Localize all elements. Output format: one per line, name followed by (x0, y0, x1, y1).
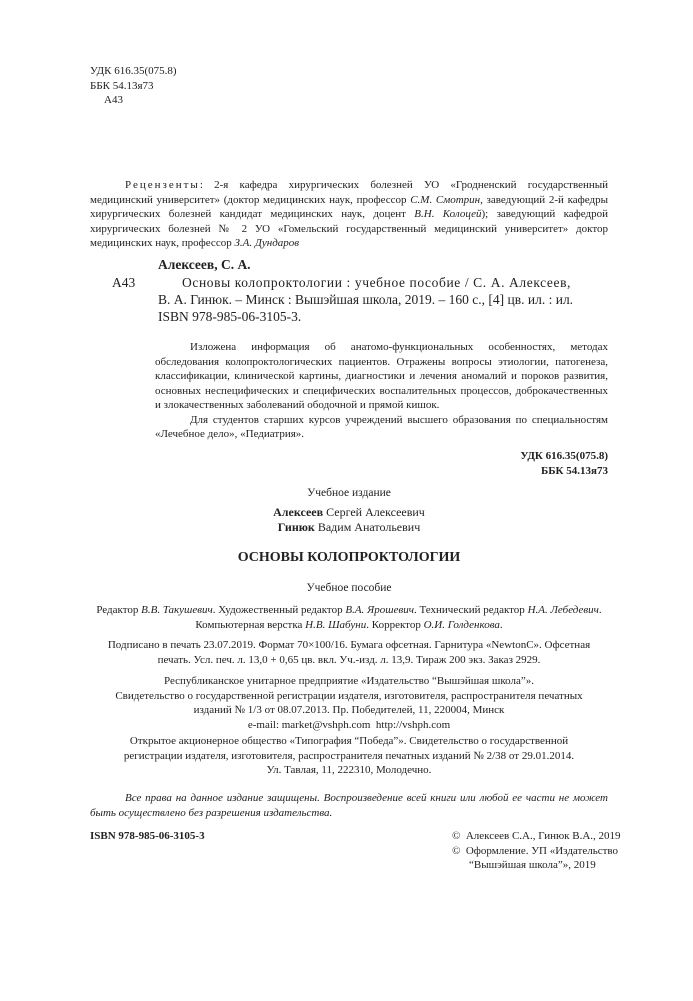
print-line: Подписано в печать 23.07.2019. Формат 70×100/16. Бумага офсетная. Гарнитура «NewtonC». Офсетная (107, 639, 591, 651)
annotation-paragraph: Для студентов старших курсов учреждений высшего образования по специальностям «Лечебное дело», «Педиатрия». (155, 413, 608, 440)
publisher-line: Свидетельство о государственной регистрации издателя, изготовителя, распространителя печатных (115, 689, 583, 702)
publisher-line: изданий № 1/3 от 08.07.2013. Пр. Победителей, 11, 220004, Минск (193, 704, 505, 716)
credits: Редактор В.В. Такушевич. Художественный редактор В.А. Ярошевич. Технический редактор Н.А. Лебедевич. Компьютерная верстка Н.В. Шабуни. Корректор О.И. Голденкова. (96, 604, 602, 631)
classification-footer (400, 449, 608, 478)
publisher-info (90, 674, 608, 732)
author-surname: Гинюк (277, 520, 315, 534)
credit-name: О.И. Голденкова (423, 618, 500, 631)
author-2 (90, 520, 608, 535)
author-name: Сергей Алексеевич (326, 505, 425, 519)
credit-label: . Корректор (366, 618, 424, 631)
print-info (90, 638, 608, 667)
rights-notice: Все права на данное издание защищены. Воспроизведение всей книги или любой ее части не может быть осуществлено без разрешения издательства. (90, 792, 608, 819)
credit-name: Н.А. Лебедевич (527, 604, 599, 616)
reviewers-label: Рецензенты (125, 179, 200, 191)
publisher-email: e-mail: market@vshph.com (247, 718, 371, 731)
copyright-line: Оформление. УП «Издательство (465, 844, 619, 857)
bib-author (158, 256, 251, 273)
bbk-code: ББК 54.13я73 (90, 79, 154, 92)
printer-line: регистрации издателя, изготовителя, распространителя печатных изданий № 2/38 от 29.01.2014. (123, 749, 575, 762)
reviewer-name: С.М. Смотрин (410, 193, 481, 206)
bib-line: ISBN 978-985-06-3105-3. (158, 309, 302, 324)
reviewers-text: , заведующий 2-й кафедры хирургических болезней кандидат медицинских наук, доцент (90, 193, 608, 220)
isbn: ISBN 978-985-06-3105-3 (90, 830, 205, 842)
bib-line: Основы колопроктологии : учебное пособие / С. А. Алексеев, (182, 275, 572, 290)
bbk-code: ББК 54.13я73 (541, 464, 608, 477)
print-line: печать. Усл. печ. л. 13,0 + 0,65 цв. вкл. Уч.-изд. л. 13,9. Тираж 200 экз. Заказ 2929. (157, 653, 541, 666)
copyright-line: Алексеев С.А., Гинюк В.А., 2019 (465, 830, 621, 842)
credit-name: Н.В. Шабуни (305, 618, 367, 631)
author-name: Вадим Анатольевич (317, 520, 421, 534)
credit-label: . Технический редактор (413, 604, 528, 616)
bib-author-name: Алексеев, С. А. (158, 257, 251, 272)
printer-line: Открытое акционерное общество «Типография “Победа”». Свидетельство о государственной (129, 735, 569, 747)
udk-code: УДК 616.35(075.8) (520, 450, 608, 462)
reviewers-text: : 2-я кафедра хирургических болезней УО «Гродненский государственный медицинский университет» (доктор медицинских наук, профессор (90, 179, 608, 206)
book-subtitle: Учебное пособие (306, 582, 392, 594)
copyright-line: “Вышэйшая школа”», 2019 (469, 859, 596, 871)
annotation (155, 340, 608, 442)
publisher-url: http://vshph.com (375, 718, 451, 731)
copyright-icon: © (452, 830, 461, 842)
credit-label: . Художественный редактор (212, 604, 346, 616)
bib-description (158, 274, 608, 325)
bib-sign: А43 (112, 275, 136, 290)
reviewer-name: В.Н. Колоцей (414, 208, 482, 220)
author-surname: Алексеев (273, 505, 324, 519)
copyright-block (452, 829, 621, 873)
book-title: ОСНОВЫ КОЛОПРОКТОЛОГИИ (237, 550, 461, 565)
author-1 (90, 505, 608, 520)
classification-header (90, 64, 177, 108)
copyright-icon: © (452, 844, 461, 857)
credit-name: В.А. Ярошевич (345, 604, 414, 616)
printer-line: Ул. Тавлая, 11, 222310, Молодечно. (266, 764, 432, 776)
credit-label: Редактор (96, 604, 142, 616)
bib-line: В. А. Гинюк. – Минск : Вышэйшая школа, 2019. – 160 с., [4] цв. ил. : ил. (158, 292, 574, 307)
author-sign: А43 (104, 94, 123, 106)
udk-code: УДК 616.35(075.8) (90, 65, 177, 77)
credit-label: Компьютерная верстка (195, 618, 306, 631)
edition-type: Учебное издание (307, 487, 391, 499)
reviewer-name: З.А. Дундаров (234, 237, 300, 249)
credit-name: В.В. Такушевич (141, 604, 213, 616)
annotation-paragraph: Изложена информация об анатомо-функциональных особенностях, методах обследования колопроктологических пациентов. Отражены вопросы этиологии, патогенеза, классификации, клинической картины, диагностики и лечения аномалий и пороков развития, основных неспецифических и специфических воспалительных процессов, доброкачественных и злокачественных заболеваний ободочной и прямой кишок. (155, 341, 608, 411)
reviewers-text: ); заведующий кафедрой хирургических болезней № 2 УО «Гомельский государственный медицинский университет» доктор медицинских наук, профессор (90, 208, 608, 249)
printer-info (90, 734, 608, 778)
reviewers-block (90, 178, 608, 251)
publisher-line: Республиканское унитарное предприятие «Издательство “Вышэйшая школа”». (164, 675, 534, 687)
